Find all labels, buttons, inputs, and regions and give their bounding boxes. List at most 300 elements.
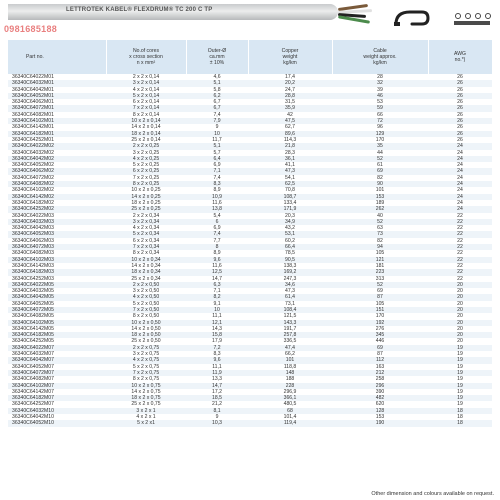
- cable-weight-cell: 44: [377, 149, 383, 156]
- part-no-cell: 36340C64072M01: [8, 105, 106, 111]
- cores-cell: 4 x 2 x 0,50: [106, 294, 186, 300]
- header-cable-weight: Cable weight approx. kg/km: [332, 40, 428, 74]
- part-no-cell: 36340C64082M05: [12, 313, 54, 320]
- copper-weight-cell: 53,1: [248, 231, 332, 237]
- cable-weight-cell: 390: [375, 388, 385, 395]
- copper-weight-cell: 42: [287, 111, 293, 118]
- part-no-cell: 36340C64072M07: [8, 370, 106, 376]
- cores-cell: 10 x 2 x 0,14: [106, 118, 186, 124]
- awg-cell: 19: [428, 370, 492, 376]
- awg-cell: 26: [457, 136, 463, 143]
- cable-weight-cell: 61: [377, 162, 383, 169]
- outer-diameter-cell: 6,7: [213, 99, 221, 106]
- outer-diameter-cell: 11,6: [212, 199, 222, 206]
- part-no-cell: 36340C64062M03: [12, 237, 54, 244]
- copper-weight-cell: 43,2: [285, 225, 295, 232]
- cores-cell: 25 x 2 x 0,14: [131, 136, 161, 143]
- part-no-cell: 36340C64082M07: [12, 376, 54, 383]
- part-no-cell: 36340C64052M03: [8, 231, 106, 237]
- cores-cell: 3 x 2 x 0,34: [106, 219, 186, 225]
- outer-diameter-cell: 11,9: [186, 370, 248, 376]
- copper-weight-cell: 257,8: [248, 332, 332, 338]
- outer-diameter-cell: 18,5: [186, 395, 248, 401]
- awg-cell: 24: [428, 143, 492, 149]
- cores-cell: 18 x 2 x 0,34: [106, 269, 186, 275]
- copper-weight-cell: 35,9: [248, 105, 332, 111]
- copper-weight-cell: 34,6: [248, 282, 332, 288]
- cores-cell: 4 x 2 x 1: [136, 414, 156, 421]
- header-outer-diameter: Outer-Ø ca.mm ± 10%: [186, 40, 248, 74]
- outer-diameter-cell: 8,9: [213, 187, 221, 194]
- cable-weight-cell: 32: [332, 80, 428, 86]
- cable-weight-cell: 181: [375, 262, 385, 269]
- cores-cell: 10 x 2 x 0,50: [106, 320, 186, 326]
- part-no-cell: 36340C64022M03: [12, 212, 54, 219]
- cable-weight-cell: 46: [332, 93, 428, 99]
- copper-weight-cell: 61,4: [248, 294, 332, 300]
- awg-cell: 18: [457, 414, 463, 421]
- cores-cell: 2 x 2 x 0,25: [106, 143, 186, 149]
- outer-diameter-cell: 8,1: [186, 408, 248, 414]
- part-no-cell: 36340C64252M05: [12, 338, 54, 345]
- cable-weight-cell: 192: [332, 320, 428, 326]
- part-no-cell: 36340C64102M02: [12, 187, 54, 194]
- copper-weight-cell: 148: [248, 370, 332, 376]
- product-banner: [0, 0, 500, 32]
- cores-cell: 18 x 2 x 0,50: [106, 332, 186, 338]
- awg-cell: 20: [428, 294, 492, 300]
- copper-weight-cell: 70,8: [285, 187, 295, 194]
- part-no-cell: 36340C64082M01: [12, 111, 54, 118]
- awg-cell: 24: [428, 168, 492, 174]
- awg-cell: 22: [428, 219, 492, 225]
- copper-weight-cell: 28,3: [285, 149, 295, 156]
- cores-cell: 7 x 2 x 0,50: [106, 307, 186, 313]
- copper-weight-cell: 34,9: [248, 219, 332, 225]
- awg-cell: 22: [428, 231, 492, 237]
- outer-diameter-cell: 4,6: [213, 74, 221, 80]
- part-no-cell: 36340C64142M03: [12, 262, 54, 269]
- outer-diameter-cell: 11,1: [212, 313, 222, 320]
- outer-diameter-cell: 14,7: [186, 383, 248, 389]
- cores-cell: 6 x 2 x 0,25: [106, 168, 186, 174]
- cores-cell: 6 x 2 x 0,14: [132, 99, 160, 106]
- cable-weight-cell: 153: [332, 194, 428, 200]
- cable-weight-cell: 66: [377, 111, 383, 118]
- part-no-cell: 36340C64042M05: [8, 294, 106, 300]
- awg-cell: 26: [428, 105, 492, 111]
- cores-cell: 2 x 2 x 0,14: [132, 74, 160, 80]
- header-copper-weight: Copper weight kg/km: [248, 40, 332, 74]
- part-no-cell: 36340C64052M02: [12, 162, 54, 169]
- outer-diameter-cell: 10: [186, 307, 248, 313]
- copper-weight-cell: 66,2: [285, 351, 295, 358]
- copper-weight-cell: 47,5: [248, 118, 332, 124]
- cores-cell: 25 x 2 x 0,50: [131, 338, 161, 345]
- cable-weight-cell: 190: [332, 420, 428, 426]
- outer-diameter-cell: 7,1: [186, 168, 248, 174]
- copper-weight-cell: 138,3: [283, 262, 297, 269]
- table-row: [8, 420, 492, 426]
- copper-weight-cell: 171,9: [248, 206, 332, 212]
- awg-cell: 22: [457, 250, 463, 257]
- awg-cell: 24: [457, 162, 463, 169]
- cores-cell: 18 x 2 x 0,25: [131, 199, 161, 206]
- outer-diameter-cell: 8: [186, 244, 248, 250]
- part-no-cell: 36340C64032M10: [8, 408, 106, 414]
- copper-weight-cell: 114,3: [283, 136, 297, 143]
- outer-diameter-cell: 6,4: [186, 156, 248, 162]
- cable-weight-cell: 153: [375, 414, 385, 421]
- awg-cell: 20: [428, 282, 492, 288]
- copper-weight-cell: 41,1: [285, 162, 295, 169]
- cable-weight-cell: 121: [332, 257, 428, 263]
- part-no-cell: 36340C64182M07: [8, 395, 106, 401]
- part-no-cell: 36340C64042M02: [8, 156, 106, 162]
- part-no-cell: 36340C64252M01: [12, 136, 54, 143]
- outer-diameter-cell: 6,9: [213, 162, 221, 169]
- outer-diameter-cell: 6: [186, 219, 248, 225]
- outer-diameter-cell: 13,8: [186, 206, 248, 212]
- copper-weight-cell: 47,3: [285, 288, 295, 295]
- cores-cell: 5 x 2 x1: [106, 420, 186, 426]
- copper-weight-cell: 31,5: [285, 99, 295, 106]
- outer-diameter-cell: 5,1: [186, 80, 248, 86]
- awg-cell: 20: [428, 307, 492, 313]
- cores-cell: 10 x 2 x 0,75: [106, 383, 186, 389]
- cable-weight-cell: 69: [377, 288, 383, 295]
- cable-drum-icon: [450, 10, 494, 28]
- awg-cell: 22: [457, 237, 463, 244]
- cores-cell: 8 x 2 x 0,34: [132, 250, 160, 257]
- cable-weight-cell: 94: [332, 244, 428, 250]
- awg-cell: 22: [457, 212, 463, 219]
- cores-cell: 7 x 2 x 0,34: [106, 244, 186, 250]
- cores-cell: 3 x 2 x 0,75: [132, 351, 160, 358]
- copper-weight-cell: 66,4: [248, 244, 332, 250]
- awg-cell: 24: [428, 206, 492, 212]
- outer-diameter-cell: 7,4: [213, 174, 221, 181]
- part-no-cell: 36340C64072M05: [8, 307, 106, 313]
- outer-diameter-cell: 8,9: [213, 250, 221, 257]
- awg-cell: 24: [428, 194, 492, 200]
- cable-weight-cell: 72: [332, 118, 428, 124]
- cable-weight-cell: 276: [375, 325, 385, 332]
- cores-cell: 4 x 2 x 0,14: [132, 86, 160, 93]
- part-no-cell: 36340C64102M01: [8, 118, 106, 124]
- cable-weight-cell: 170: [375, 313, 385, 320]
- cable-weight-cell: 212: [332, 370, 428, 376]
- cores-cell: 4 x 2 x 0,25: [106, 156, 186, 162]
- cores-cell: 14 x 2 x 0,34: [131, 262, 161, 269]
- outer-diameter-cell: 7,1: [213, 288, 221, 295]
- cable-weight-cell: 96: [377, 124, 383, 131]
- awg-cell: 19: [457, 363, 463, 370]
- cores-cell: 14 x 2 x 0,25: [106, 194, 186, 200]
- part-no-cell: 36340C64032M03: [8, 219, 106, 225]
- part-no-cell: 36340C64022M07: [8, 345, 106, 351]
- copper-weight-cell: 480,5: [283, 401, 297, 408]
- outer-diameter-cell: 7,9: [186, 118, 248, 124]
- awg-cell: 26: [428, 93, 492, 99]
- part-no-cell: 36340C64062M02: [8, 168, 106, 174]
- cores-cell: 14 x 2 x 0,75: [131, 388, 161, 395]
- awg-cell: 19: [428, 345, 492, 351]
- outer-diameter-cell: 9,1: [213, 300, 221, 307]
- outer-diameter-cell: 5,7: [213, 149, 221, 156]
- cable-weight-cell: 258: [375, 376, 385, 383]
- copper-weight-cell: 36,1: [248, 156, 332, 162]
- cable-weight-cell: 39: [377, 86, 383, 93]
- awg-cell: 19: [457, 351, 463, 358]
- copper-weight-cell: 17,4: [285, 74, 295, 80]
- copper-weight-cell: 68: [248, 408, 332, 414]
- cable-weight-cell: 53: [377, 99, 383, 106]
- copper-weight-cell: 247,3: [283, 275, 297, 282]
- part-no-cell: 36340C64052M07: [12, 363, 54, 370]
- outer-diameter-cell: 12,5: [186, 269, 248, 275]
- awg-cell: 26: [457, 86, 463, 93]
- outer-diameter-cell: 21,2: [212, 401, 222, 408]
- awg-cell: 20: [428, 320, 492, 326]
- copper-weight-cell: 101: [248, 357, 332, 363]
- awg-cell: 20: [457, 325, 463, 332]
- cable-weight-cell: 189: [375, 199, 385, 206]
- cores-cell: 5 x 2 x 0,14: [106, 93, 186, 99]
- part-no-cell: 36340C64042M03: [12, 225, 54, 232]
- awg-cell: 22: [428, 244, 492, 250]
- header-awg: AWG no.*): [428, 40, 492, 74]
- part-no-cell: 36340C64022M05: [8, 282, 106, 288]
- cable-weight-cell: 69: [332, 168, 428, 174]
- copper-weight-cell: 20,3: [285, 212, 295, 219]
- awg-cell: 19: [428, 383, 492, 389]
- outer-diameter-cell: 5,1: [186, 143, 248, 149]
- cable-weight-cell: 59: [332, 105, 428, 111]
- part-no-cell: 36340C64142M02: [8, 194, 106, 200]
- awg-cell: 19: [428, 395, 492, 401]
- awg-cell: 18: [428, 408, 492, 414]
- part-no-cell: 36340C64042M07: [8, 357, 106, 363]
- cores-cell: 5 x 2 x 0,34: [106, 231, 186, 237]
- table-header-row: [8, 40, 492, 74]
- cable-weight-cell: 52: [332, 282, 428, 288]
- outer-diameter-cell: 9: [215, 414, 219, 421]
- header-cores: No.of cores x cross section n x mm²: [106, 40, 186, 74]
- cores-cell: 3 x 2 x 0,50: [132, 288, 160, 295]
- cores-cell: 5 x 2 x 0,50: [132, 300, 160, 307]
- cable-weight-cell: 87: [332, 294, 428, 300]
- cores-cell: 5 x 2 x 0,75: [132, 363, 160, 370]
- outer-diameter-cell: 6,7: [186, 105, 248, 111]
- cores-cell: 10 x 2 x 0,25: [131, 187, 161, 194]
- cable-weight-cell: 105: [375, 250, 385, 257]
- awg-cell: 26: [457, 74, 463, 80]
- cable-weight-cell: 52: [332, 219, 428, 225]
- outer-diameter-cell: 8,3: [213, 351, 221, 358]
- cores-cell: 7 x 2 x 0,75: [106, 370, 186, 376]
- part-no-cell: 36340C64032M02: [12, 149, 54, 156]
- part-no-cell: 36340C64032M05: [12, 288, 54, 295]
- part-no-cell: 36340C64182M01: [8, 131, 106, 137]
- part-no-cell: 36340C64082M02: [8, 181, 106, 187]
- copper-weight-cell: 47,4: [248, 345, 332, 351]
- outer-diameter-cell: 5,8: [213, 86, 221, 93]
- outer-diameter-cell: 6,3: [186, 282, 248, 288]
- cable-weight-cell: 151: [332, 307, 428, 313]
- cable-weight-cell: 482: [332, 395, 428, 401]
- cable-weight-cell: 87: [377, 351, 383, 358]
- cable-weight-cell: 128: [332, 408, 428, 414]
- cable-weight-cell: 82: [377, 174, 383, 181]
- outer-diameter-cell: 7,4: [186, 231, 248, 237]
- cable-weight-cell: 129: [332, 131, 428, 137]
- outer-diameter-cell: 7,4: [213, 111, 221, 118]
- awg-cell: 26: [457, 124, 463, 131]
- copper-weight-cell: 78,5: [285, 250, 295, 257]
- cores-cell: 4 x 2 x 0,75: [106, 357, 186, 363]
- copper-weight-cell: 62,5: [248, 181, 332, 187]
- awg-cell: 19: [457, 401, 463, 408]
- part-no-cell: 36340C64102M05: [8, 320, 106, 326]
- cable-weight-cell: 90: [332, 181, 428, 187]
- cable-spec-table: [8, 40, 493, 427]
- awg-cell: 26: [428, 131, 492, 137]
- awg-cell: 22: [457, 225, 463, 232]
- outer-diameter-cell: 5,4: [213, 212, 221, 219]
- part-no-cell: 36340C64102M03: [8, 257, 106, 263]
- footnote: Other dimension and colours available on request.: [371, 491, 494, 497]
- cores-cell: 3 x 2 x 0,25: [132, 149, 160, 156]
- awg-cell: 20: [428, 332, 492, 338]
- outer-diameter-cell: 10: [186, 131, 248, 137]
- copper-weight-cell: 119,4: [248, 420, 332, 426]
- awg-cell: 24: [457, 199, 463, 206]
- cable-weight-cell: 446: [375, 338, 385, 345]
- copper-weight-cell: 62,7: [285, 124, 295, 131]
- cores-cell: 6 x 2 x 0,34: [132, 237, 160, 244]
- cores-cell: 7 x 2 x 0,25: [132, 174, 160, 181]
- cable-weight-cell: 69: [332, 345, 428, 351]
- part-no-cell: 36340C64082M03: [12, 250, 54, 257]
- outer-diameter-cell: 8,2: [186, 294, 248, 300]
- cable-weight-cell: 170: [375, 136, 385, 143]
- part-no-cell: 36340C64142M01: [12, 124, 54, 131]
- cores-cell: 5 x 2 x 0,25: [132, 162, 160, 169]
- copper-weight-cell: 118,8: [283, 363, 297, 370]
- awg-cell: 20: [457, 288, 463, 295]
- outer-diameter-cell: 17,2: [212, 388, 222, 395]
- cable-weight-cell: 313: [375, 275, 385, 282]
- copper-weight-cell: 366,1: [248, 395, 332, 401]
- part-no-cell: 36340C64182M05: [8, 332, 106, 338]
- cores-cell: 3 x 2 x 1: [106, 408, 186, 414]
- outer-diameter-cell: 14,7: [212, 275, 222, 282]
- part-no-cell: 36340C64252M07: [12, 401, 54, 408]
- cores-cell: 14 x 2 x 0,14: [131, 124, 161, 131]
- cable-chain-icon: [392, 8, 432, 28]
- awg-cell: 24: [457, 187, 463, 194]
- part-no-cell: 36340C64022M02: [8, 143, 106, 149]
- phone-watermark: 0981685188: [4, 24, 58, 34]
- cable-weight-cell: 52: [332, 156, 428, 162]
- cores-cell: 14 x 2 x 0,50: [131, 325, 161, 332]
- copper-weight-cell: 108,4: [248, 307, 332, 313]
- cores-cell: 8 x 2 x 0,25: [106, 181, 186, 187]
- cable-weight-cell: 262: [332, 206, 428, 212]
- part-no-cell: 36340C64042M10: [12, 414, 54, 421]
- cores-cell: 2 x 2 x 0,75: [106, 345, 186, 351]
- cores-cell: 18 x 2 x 0,14: [106, 131, 186, 137]
- awg-cell: 26: [457, 99, 463, 106]
- outer-diameter-cell: 6,9: [213, 225, 221, 232]
- copper-weight-cell: 20,2: [248, 80, 332, 86]
- cores-cell: 2 x 2 x 0,34: [132, 212, 160, 219]
- cores-cell: 10 x 2 x 0,34: [106, 257, 186, 263]
- copper-weight-cell: 90,5: [248, 257, 332, 263]
- part-no-cell: 36340C64032M01: [8, 80, 106, 86]
- cores-cell: 8 x 2 x 0,50: [132, 313, 160, 320]
- awg-cell: 26: [428, 118, 492, 124]
- part-no-cell: 36340C64032M07: [12, 351, 54, 358]
- copper-weight-cell: 54,1: [285, 174, 295, 181]
- cable-weight-cell: 163: [375, 363, 385, 370]
- awg-cell: 20: [457, 338, 463, 345]
- cable-weight-cell: 73: [332, 231, 428, 237]
- awg-cell: 19: [457, 376, 463, 383]
- outer-diameter-cell: 15,8: [186, 332, 248, 338]
- outer-diameter-cell: 11,6: [212, 262, 222, 269]
- part-no-cell: 36340C64142M07: [12, 388, 54, 395]
- outer-diameter-cell: 10,9: [186, 194, 248, 200]
- copper-weight-cell: 24,7: [285, 86, 295, 93]
- cores-cell: 25 x 2 x 0,25: [106, 206, 186, 212]
- copper-weight-cell: 121,5: [283, 313, 297, 320]
- copper-weight-cell: 336,5: [283, 338, 297, 345]
- cable-weight-cell: 345: [332, 332, 428, 338]
- copper-weight-cell: 89,6: [248, 131, 332, 137]
- copper-weight-cell: 228: [248, 383, 332, 389]
- awg-cell: 24: [428, 181, 492, 187]
- copper-weight-cell: 28,8: [248, 93, 332, 99]
- copper-weight-cell: 60,2: [285, 237, 295, 244]
- part-no-cell: 36340C64182M03: [8, 269, 106, 275]
- awg-cell: 19: [457, 388, 463, 395]
- part-no-cell: 36340C64052M10: [8, 420, 106, 426]
- cores-cell: 25 x 2 x 0,34: [131, 275, 161, 282]
- part-no-cell: 36340C64052M01: [8, 93, 106, 99]
- outer-diameter-cell: 10,3: [186, 420, 248, 426]
- part-no-cell: 36340C64062M01: [12, 99, 54, 106]
- copper-weight-cell: 188: [285, 376, 295, 383]
- outer-diameter-cell: 9: [215, 124, 219, 131]
- part-no-cell: 36340C64102M07: [8, 383, 106, 389]
- copper-weight-cell: 108,7: [248, 194, 332, 200]
- awg-cell: 22: [457, 275, 463, 282]
- cable-weight-cell: 82: [377, 237, 383, 244]
- cable-print-text: LETTROTEK KABEL® FLEXDRUM® TC 200 C TP: [66, 7, 213, 13]
- part-no-cell: 36340C64072M02: [12, 174, 54, 181]
- awg-cell: 20: [457, 300, 463, 307]
- awg-cell: 26: [428, 80, 492, 86]
- copper-weight-cell: 143,3: [248, 320, 332, 326]
- cable-weight-cell: 101: [375, 187, 385, 194]
- cores-cell: 7 x 2 x 0,14: [106, 105, 186, 111]
- awg-cell: 26: [457, 111, 463, 118]
- cable-weight-cell: 63: [377, 225, 383, 232]
- cable-weight-cell: 112: [332, 357, 428, 363]
- awg-cell: 24: [457, 174, 463, 181]
